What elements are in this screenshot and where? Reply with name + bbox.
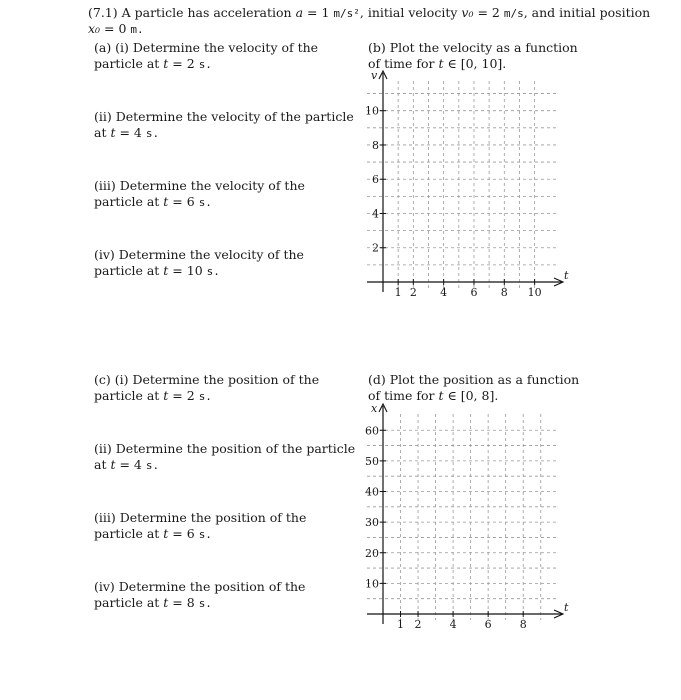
part-d-prompt-line-1: (d) Plot the position as a function: [368, 372, 580, 387]
velocity-x-tick-label: 6: [470, 286, 478, 299]
pos-symbol: x₀: [88, 21, 101, 36]
question-a-iii: (iii) Determine the velocity of the particle at t = 6 s.: [94, 178, 305, 209]
velocity-y-tick-label: 2: [372, 241, 379, 255]
question-a-iv: (iv) Determine the velocity of the particle at t = 10 s.: [94, 247, 304, 278]
vel-symbol: v₀: [461, 5, 474, 20]
vel-unit: m/s: [503, 7, 524, 20]
velocity-y-tick-label: 6: [372, 173, 379, 187]
vel-value: 2: [491, 5, 500, 20]
problem-intro: A particle has acceleration: [121, 5, 292, 20]
question-c-i: (c) (i) Determine the position of the particle at t = 2 s.: [94, 372, 320, 403]
position-x-axis-label: t: [564, 601, 569, 614]
velocity-x-axis-label: t: [564, 269, 569, 282]
position-x-tick-label: 6: [484, 618, 492, 631]
question-c-iii: (iii) Determine the position of the particle at t = 6 s.: [94, 510, 307, 541]
problem-statement-line-1: (7.1) A particle has acceleration a = 1 m/s², initial velocity v₀ = 2 m/s, and initial position: [88, 5, 651, 20]
question-c-iv: (iv) Determine the position of the particle at t = 8 s.: [94, 579, 306, 610]
velocity-x-tick-label: 1: [394, 286, 402, 299]
position-x-tick-label: 8: [519, 618, 527, 631]
question-c-ii: (ii) Determine the position of the particle at t = 4 s.: [94, 441, 356, 472]
accel-value: 1: [321, 5, 330, 20]
part-d-prompt-line-2: of time for t ∈ [0, 8].: [368, 388, 499, 403]
problem-statement-line-2: x₀ = 0 m.: [88, 21, 144, 36]
position-x-tick-label: 1: [397, 618, 405, 631]
velocity-x-tick-label: 10: [527, 286, 542, 299]
position-x-tick-label: 4: [449, 618, 457, 631]
question-a-ii: (ii) Determine the velocity of the particle at t = 4 s.: [94, 109, 354, 140]
velocity-y-axis-label: v: [371, 69, 378, 82]
accel-symbol: a: [295, 5, 304, 20]
pos-value: 0: [118, 21, 127, 36]
pos-text: , and initial position: [523, 5, 651, 20]
question-a-i: (a) (i) Determine the velocity of the particle at t = 2 s.: [94, 40, 319, 71]
problem-number: (7.1): [88, 5, 118, 20]
part-b-prompt-line-1: (b) Plot the velocity as a function: [368, 40, 578, 55]
position-y-tick-label: 50: [365, 454, 379, 468]
velocity-y-tick-label: 8: [372, 138, 379, 152]
vel-text: , initial velocity: [359, 5, 458, 20]
accel-unit: m/s²: [333, 7, 360, 20]
velocity-x-tick-label: 4: [440, 286, 448, 299]
position-y-tick-label: 10: [365, 577, 379, 591]
position-y-axis-label: x: [371, 402, 378, 415]
position-y-tick-label: 40: [365, 485, 379, 499]
part-b-prompt-line-2: of time for t ∈ [0, 10].: [368, 56, 507, 71]
position-y-tick-label: 20: [365, 546, 379, 560]
velocity-x-tick-label: 2: [409, 286, 417, 299]
position-y-tick-label: 30: [365, 516, 379, 530]
position-y-tick-label: 60: [365, 424, 379, 438]
position-x-tick-label: 2: [414, 618, 422, 631]
velocity-x-tick-label: 8: [500, 286, 508, 299]
pos-unit: m.: [130, 23, 144, 36]
velocity-y-tick-label: 4: [372, 207, 379, 221]
velocity-y-tick-label: 10: [365, 104, 379, 118]
